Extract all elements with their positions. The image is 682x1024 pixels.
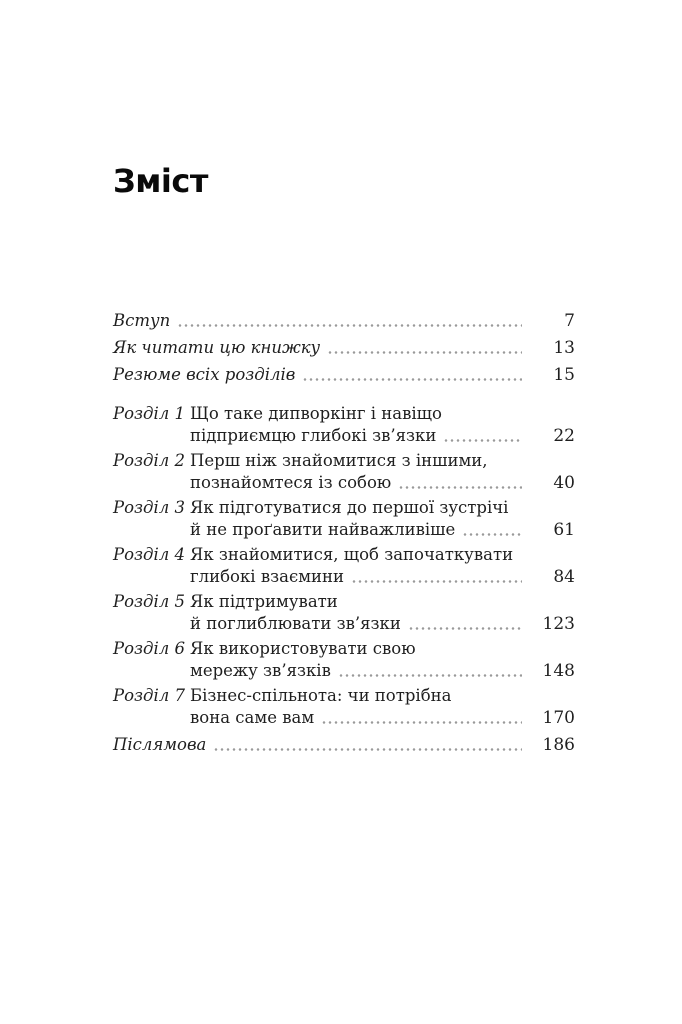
toc-entry-page-number: 40 <box>553 473 575 493</box>
toc-entry-chapter-label: Розділ 7 <box>113 686 186 705</box>
dotted-leader <box>443 439 522 442</box>
toc-entry-line: Перш ніж знайомитися з іншими, <box>190 451 488 470</box>
toc-entry-page-number: 61 <box>553 520 575 540</box>
toc-entry-last-line <box>113 337 575 359</box>
toc-entry-page-number: 7 <box>564 311 575 331</box>
toc-entry-line: Як читати цю книжку <box>113 338 321 357</box>
toc-entry-page-number: 186 <box>542 735 575 755</box>
dotted-leader <box>408 627 522 630</box>
toc-entry-last-line <box>190 519 575 541</box>
toc-entry-body <box>190 591 575 635</box>
toc-entry-line: Як підтримувати <box>190 592 338 611</box>
toc-entry-body <box>190 450 575 494</box>
dotted-leader <box>177 324 522 327</box>
toc-entry-body <box>190 544 575 588</box>
toc-entry <box>113 364 575 386</box>
toc-entry <box>113 403 575 447</box>
toc-entry-body <box>113 310 575 332</box>
toc-entry-last-line <box>190 707 575 729</box>
toc-entry-last-line <box>190 566 575 588</box>
toc-entry-line: Вступ <box>113 311 171 330</box>
toc-entry-body <box>113 734 575 756</box>
toc-entry <box>113 685 575 729</box>
table-of-contents <box>113 0 575 761</box>
toc-entry-line: Як підготуватися до першої зустрічі <box>190 498 509 517</box>
toc-entry-page-number: 170 <box>542 708 575 728</box>
toc-entry-line: познайомтеся із собою <box>190 473 392 492</box>
toc-entry <box>113 450 575 494</box>
dotted-leader <box>213 748 522 751</box>
toc-entry-chapter-label: Розділ 2 <box>113 451 186 470</box>
toc-entry-last-line <box>190 660 575 682</box>
toc-entry-line: Післямова <box>113 735 207 754</box>
toc-entry-chapter-label: Розділ 4 <box>113 545 186 564</box>
toc-entry-line: Що таке дипворкінг і навіщо <box>190 404 442 423</box>
toc-entry <box>113 734 575 756</box>
page-title: Зміст <box>113 162 208 200</box>
toc-entry-last-line <box>190 425 575 447</box>
toc-entry <box>113 544 575 588</box>
toc-entry-body <box>190 403 575 447</box>
toc-entry-page-number: 84 <box>553 567 575 587</box>
toc-entry-line: глибокі взаємини <box>190 567 345 586</box>
dotted-leader <box>327 351 522 354</box>
dotted-leader <box>338 674 522 677</box>
toc-entry-page-number: 123 <box>542 614 575 634</box>
toc-entry-chapter-label: Розділ 1 <box>113 404 186 423</box>
toc-entry <box>113 337 575 359</box>
toc-entry-body <box>113 337 575 359</box>
dotted-leader <box>398 486 522 489</box>
toc-entry <box>113 638 575 682</box>
toc-entry-page-number: 22 <box>553 426 575 446</box>
dotted-leader <box>321 721 522 724</box>
toc-entry-line: Як використовувати свою <box>190 639 416 658</box>
toc-entry <box>113 591 575 635</box>
dotted-leader <box>351 580 522 583</box>
toc-entry-page-number: 148 <box>542 661 575 681</box>
toc-entry <box>113 310 575 332</box>
toc-entry-body <box>190 685 575 729</box>
toc-entry-line: підприємцю глибокі зв’язки <box>190 426 437 445</box>
toc-entry-line: Бізнес-спільнота: чи потрібна <box>190 686 452 705</box>
toc-entry-page-number: 15 <box>553 365 575 385</box>
toc-entry-body <box>113 364 575 386</box>
toc-entries <box>113 310 575 756</box>
toc-entry-line: Резюме всіх розділів <box>113 365 296 384</box>
toc-entry-line: Як знайомитися, щоб започаткувати <box>190 545 514 564</box>
toc-entry <box>113 497 575 541</box>
toc-entry-last-line <box>113 734 575 756</box>
toc-entry-last-line <box>190 613 575 635</box>
toc-entry-line: вона саме вам <box>190 708 315 727</box>
toc-entry-last-line <box>190 472 575 494</box>
toc-entry-line: й поглиблювати зв’язки <box>190 614 401 633</box>
dotted-leader <box>302 378 522 381</box>
toc-entry-line: мережу зв’язків <box>190 661 331 680</box>
toc-entry-page-number: 13 <box>553 338 575 358</box>
dotted-leader <box>462 533 522 536</box>
toc-entry-chapter-label: Розділ 6 <box>113 639 186 658</box>
toc-entry-body <box>190 638 575 682</box>
toc-entry-chapter-label: Розділ 3 <box>113 498 186 517</box>
toc-entry-body <box>190 497 575 541</box>
toc-entry-last-line <box>113 364 575 386</box>
toc-entry-chapter-label: Розділ 5 <box>113 592 186 611</box>
toc-entry-last-line <box>113 310 575 332</box>
toc-entry-line: й не проґавити найважливіше <box>190 520 456 539</box>
